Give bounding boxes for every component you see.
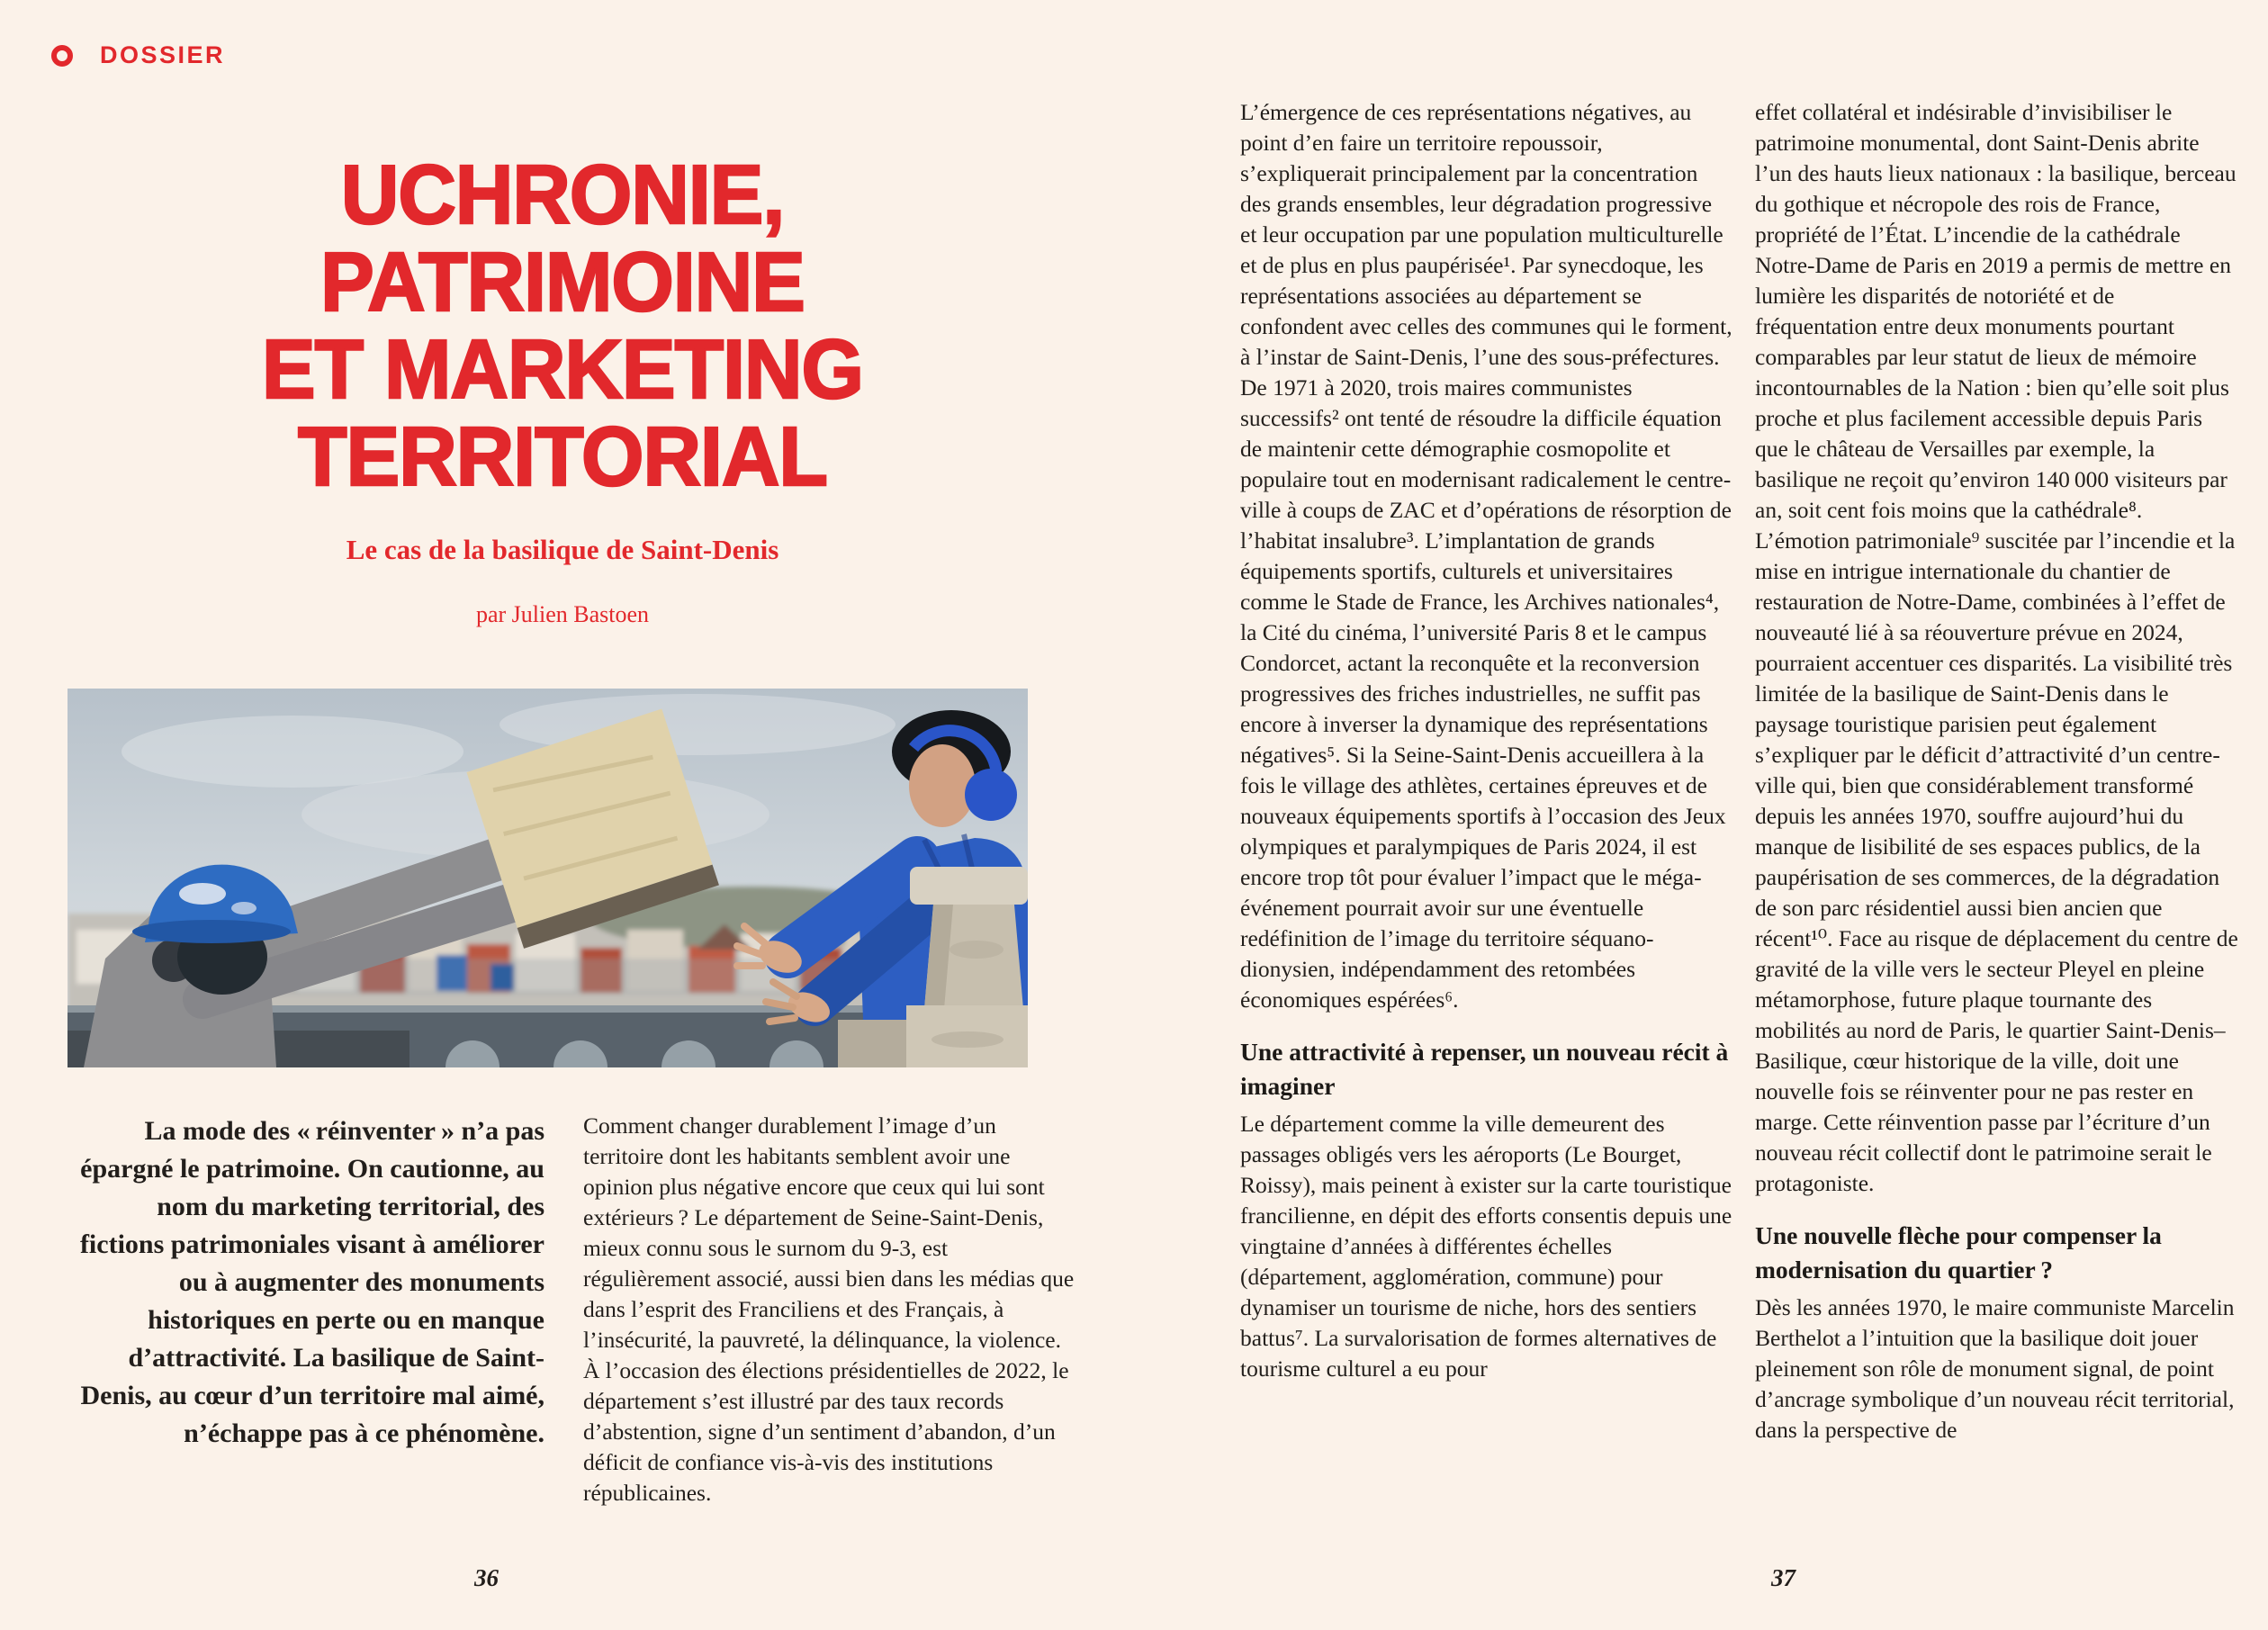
kicker-label: DOSSIER xyxy=(100,41,226,68)
face xyxy=(909,744,976,827)
article-byline: par Julien Bastoen xyxy=(475,601,650,627)
body-paragraph: Comment changer durablement l’image d’un territoire dont les habitants semblent avoir une opinion plus négative encore que ceux qui lui sont extérieurs ? Le département de Seine-Saint-Denis, mieux connu sous le surnom du 9-3, est régulièrement associé, aussi bien dans les médias que dans l’esprit des Franciliens et des Français, à l’insécurité, la pauvreté, la délinquance, la violence. À l’occasion des élections présidentielles de 2022, le département s’est illustré par des taux records d’abstention, signe d’un sentiment d’abandon, d’un déficit de confiance vis-à-vis des institutions républicaines. xyxy=(583,1112,1075,1506)
column-intro-answer xyxy=(583,1111,1076,1508)
dossier-bullet-icon xyxy=(51,45,73,67)
body-paragraph: Dès les années 1970, le maire communiste Marcelin Berthelot a l’intuition que la basilique doit jouer pleinement son rôle de monument signal, de point d’ancrage symbolique d’un nouveau récit territorial, dans la perspective de xyxy=(1755,1294,2235,1443)
title-line: ET MARKETING xyxy=(262,322,863,416)
section-heading-attractivite: Une attractivité à repenser, un nouveau récit à imaginer xyxy=(1240,1038,1729,1100)
article-header xyxy=(68,148,1058,628)
page-number-left: 36 xyxy=(474,1564,499,1591)
article-photo xyxy=(68,689,1028,1067)
kicker xyxy=(51,41,225,69)
column-right-2 xyxy=(1755,97,2241,1445)
title-line: UCHRONIE, xyxy=(340,148,785,241)
title-line: PATRIMOINE xyxy=(320,235,805,329)
standfirst: La mode des « réinventer » n’a pas épargné le patrimoine. On cautionne, au nom du marketing territorial, des fictions patrimoniales visant à améliorer ou à augmenter des monuments historiques en perte ou en manque d’attractivité. La basilique de Saint-Denis, au cœur d’un territoire mal aimé, n’échappe pas à ce phénomène. xyxy=(79,1116,544,1448)
body-paragraph: effet collatéral et indésirable d’invisibiliser le patrimoine monumental, dont Saint-Denis abrite l’un des hauts lieux nationaux : la basilique, berceau du gothique et nécropole des rois de France, propriété de l’État. L’incendie de la cathédrale Notre-Dame de Paris en 2019 a permis de mettre en lumière les disparités de notoriété et de fréquentation entre deux monuments pourtant comparables par leur statut de lieux de mémoire incontournables de la Nation : bien qu’elle soit plus proche et plus facilement accessible depuis Paris que le château de Versailles par exemple, la basilique ne reçoit qu’environ 140 000 visiteurs par an, soit cent fois moins que la cathédrale⁸. L’émotion patrimoniale⁹ suscitée par l’incendie et la mise en intrigue internationale du chantier de restauration de Notre-Dame, combinées à l’effet de nouveauté lié à sa réouverture prévue en 2024, pourraient accentuer ces disparités. La visibilité très limitée de la basilique de Saint-Denis dans le paysage touristique parisien peut également s’expliquer par le déficit d’attractivité d’un centre-ville qui, bien que considérablement transformé depuis les années 1970, souffre aujourd’hui du manque de lisibilité de ses espaces publics, de la paupérisation de ses commerces, de la dégradation de son parc résidentiel aussi bien ancien que récent¹⁰. Face au risque de déplacement du centre de gravité de la ville vers le secteur Pleyel en pleine métamorphose, future plaque tournante des mobilités au nord de Paris, le quartier Saint-Denis–Basilique, cœur historique de la ville, doit une nouvelle fois se réinventer pour ne pas rester en marge. Cette réinvention passe par l’écriture d’un nouveau récit collectif dont le patrimoine serait le protagoniste. xyxy=(1755,99,2238,1196)
photo-illustration xyxy=(68,689,1028,1067)
page-number-right: 37 xyxy=(1771,1564,1796,1591)
title-line: TERRITORIAL xyxy=(298,410,827,503)
column-right-1 xyxy=(1240,97,1733,1384)
article-subtitle: Le cas de la basilique de Saint-Denis xyxy=(346,534,779,565)
section-heading-fleche: Une nouvelle flèche pour compenser la modernisation du quartier ? xyxy=(1755,1221,2162,1283)
body-paragraph: Le département comme la ville demeurent des passages obligés vers les aéroports (Le Bourget, Roissy), mais peinent à exister sur la carte touristique francilienne, en dépit des efforts consentis depuis une vingtaine d’années à différentes échelles (département, agglomération, commune) pour dynamiser un tourisme de niche, hors des sentiers battus⁷. La survalorisation de formes alternatives de tourisme culturel a eu pour xyxy=(1240,1111,1732,1382)
body-paragraph: L’émergence de ces représentations négatives, au point d’en faire un territoire repoussoir, s’expliquerait principalement par la concentration des grands ensembles, leur dégradation progressive et leur occupation par une population multiculturelle et de plus en plus paupérisée¹. Par synecdoque, les représentations associées au département se confondent avec celles des communes qui le forment, à l’instar de Saint-Denis, l’une des sous-préfectures. De 1971 à 2020, trois maires communistes successifs² ont tenté de résoudre la difficile équation de maintenir cette démographie cosmopolite et populaire tout en modernisant radicalement le centre-ville à coups de ZAC et d’opérations de résorption de l’habitat insalubre³. L’implantation de grands équipements sportifs, culturels et universitaires comme le Stade de France, les Archives nationales⁴, la Cité du cinéma, l’université Paris 8 et le campus Condorcet, actant la reconquête et la reconversion progressives des friches industrielles, ne suffit pas encore à inverser la dynamique des représentations négatives⁵. Si la Seine-Saint-Denis accueillera à la fois le village des athlètes, certaines épreuves et de nouveaux équipements sportifs à l’occasion des Jeux olympiques et paralympiques de Paris 2024, il est encore trop tôt pour évaluer l’impact que le méga-événement pourrait avoir sur une éventuelle redéfinition de l’image du territoire séquano-dionysien, indépendamment des retombées économiques espérées⁶. xyxy=(1240,99,1732,1013)
ear-muff xyxy=(965,769,1017,821)
article-title xyxy=(87,148,1038,503)
